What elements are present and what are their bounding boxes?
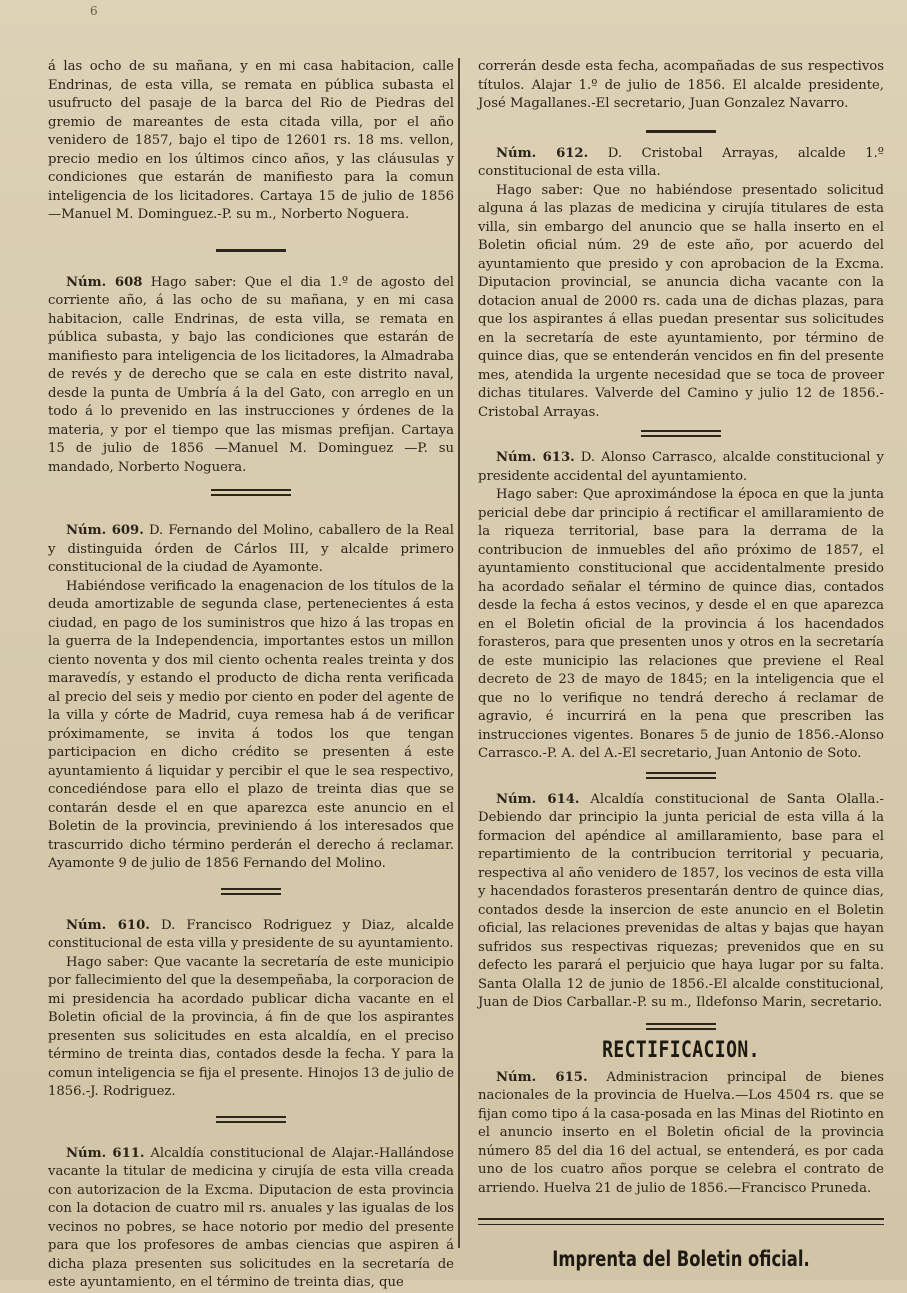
notice-610 [48, 917, 454, 1102]
separator-double-rule [478, 430, 884, 437]
notice-614 [478, 791, 884, 1013]
right-column [478, 58, 884, 1271]
notice-611-continuation-text: correrán desde esta fecha, acompañadas de sus respectivos títulos. Alajar 1.º de julio de 1856. El alcalde presidente, José Magallanes.-El secretario, Juan Gonzalez Navarro. [478, 59, 884, 111]
notice-609-heading: D. Fernando del Molino, caballero de la Real y distinguida órden de Cárlos III, y alcalde primero constitucional de la ciudad de Ayamonte. [48, 523, 454, 575]
notice-612-heading: D. Cristobal Arrayas, alcalde 1.º constitucional de esta villa. [478, 145, 884, 179]
notice-609-text: Habiéndose verificado la enagenacion de los títulos de la deuda amortizable de segunda clase, pertenecientes á esta ciudad, en pago de los suministros que hizo á las tropas en la guerra de la Independencia, importantes estos un millon ciento noventa y dos mil ciento ochenta reales treinta y dos maravedís, y estando el producto de dicha renta verificada al precio del seis y medio por ciento en poder del agente de la villa y córte de Madrid, cuya remesa hab á de verificar próximamente, se invita á todos los que tengan participacion en dicho crédito se presenten á este ayuntamiento á liquidar y percibir el que le sea respectivo, concediéndose para ello el plazo de treinta dias que se contarán desde el en que aparezca este anuncio en el Boletin de la provincia, previniendo á los interesados que trascurrido dicho término perderán el derecho á reclamar. Ayamonte 9 de julio de 1856 Fernando del Molino. [48, 578, 454, 871]
notice-610-number: Núm. 610. [66, 917, 150, 933]
notice-610-heading: D. Francisco Rodriguez y Diaz, alcalde constitucional de esta villa y presidente de su ayuntamiento. [48, 917, 454, 951]
notice-continuation [48, 58, 454, 225]
footer-rule [478, 1224, 884, 1225]
notice-611 [48, 1145, 454, 1293]
printer-imprint: Imprenta del Boletin oficial. [552, 1247, 810, 1271]
notice-continuation-text: á las ocho de su mañana, y en mi casa habitacion, calle Endrinas, de esta villa, se remata en pública subasta el usufructo del pasaje de la barca del Rio de Piedras del gremio de mareantes de esta citada villa, por el año venidero de 1857, bajo el tipo de 12601 rs. 18 ms. vellon, precio medio en los últimos cinco años, y las cláusulas y condiciones que estarán de manifiesto para la comun inteligencia de los licitadores. Cartaya 15 de julio de 1856 —Manuel M. Dominguez.-P. su m., Norberto Noguera. [48, 59, 454, 222]
notice-609 [48, 522, 454, 874]
notice-608-text: Hago saber: Que el dia 1.º de agosto del corriente año, á las ocho de su mañana, y en mi casa habitacion, calle Endrinas, de esta villa, se remata en pública subasta, y bajo las condiciones que estarán de manifiesto para inteligencia de los licitadores, la Almadraba de revés y de derecho que se cala en este distrito naval, desde la punta de Umbría á la del Gato, con arreglo en un todo á lo prevenido en las instrucciones y órdenes de la materia, y por el tiempo que las mismas prefijan. Cartaya 15 de julio de 1856 —Manuel M. Dominguez —P. su mandado, Norberto Noguera. [48, 274, 454, 475]
notice-608 [48, 274, 454, 478]
separator-double-rule [48, 1116, 454, 1123]
notice-611-number: Núm. 611. [66, 1145, 145, 1161]
separator-rule [478, 130, 884, 133]
notice-608-number: Núm. 608 [66, 274, 143, 290]
notice-613 [478, 449, 884, 764]
separator-double-rule [478, 772, 884, 779]
notice-612-text: Hago saber: Que no habiéndose presentado solicitud alguna á las plazas de medicina y cirujía titulares de esta villa, sin embargo del anuncio que se halla inserto en el Boletin oficial núm. 29 de este año, por acuerdo del ayuntamiento que presido y con aprobacion de la Excma. Diputacion provincial, se anuncia dicha vacante con la dotacion anual de 2000 rs. cada una de dichas plazas, para que los aspirantes á ellas puedan presentar sus solicitudes en la secretaría de este ayuntamiento, por término de quince dias, que se entenderán vencidos en fin del presente mes, atendida la urgente necesidad que se toca de proveer dichas titulares. Valverde del Camino y julio 12 de 1856.-Cristobal Arrayas. [478, 182, 884, 420]
separator-double-rule [48, 888, 454, 895]
notice-615-number: Núm. 615. [496, 1069, 588, 1085]
notice-611-text: Alcaldía constitucional de Alajar.-Hallándose vacante la titular de medicina y cirujía de esta villa creada con autorizacion de la Excma. Diputacion de esta provincia con la dotacion de cuatro mil rs. anuales y las igualas de los vecinos no pobres, se hace notorio por medio del presente para que los profesores de ambas ciencias que aspiren á dicha plaza presenten sus solicitudes en la secretaría de este ayuntamiento, en el término de treinta dias, que [48, 1145, 454, 1290]
separator-double-rule [48, 489, 454, 496]
separator-rule [48, 249, 454, 252]
notice-615-text: Administracion principal de bienes nacionales de la provincia de Huelva.—Los 4504 rs. que se fijan como tipo á la casa-posada en las Minas del Riotinto en el anuncio inserto en el Boletin oficial de la provincia número 85 del dia 16 del actual, se entenderá, es por cada uno de los cuatro años porque se celebra el contrato de arriendo. Huelva 21 de julio de 1856.—Francisco Pruneda. [478, 1069, 884, 1196]
column-divider [458, 58, 460, 1248]
notice-615 [478, 1069, 884, 1199]
notice-612-number: Núm. 612. [496, 145, 589, 161]
section-title: RECTIFICACION. [602, 1037, 760, 1063]
notice-612 [478, 145, 884, 423]
notice-613-text: Hago saber: Que aproximándose la época en que la junta pericial debe dar principio á rectificar el amillaramiento de la riqueza territorial, base para la derrama de la contribucion de inmuebles del año próximo de 1857, el ayuntamiento constitucional que accidentalmente presido ha acordado señalar el término de quince dias, contados desde la fecha á estos vecinos, y desde el en que aparezca en el Boletin oficial de la provincia á los hacendados forasteros, para que presenten unos y otros en la secretaría de este municipio las relaciones que previene el Real decreto de 23 de mayo de 1845; en la inteligencia que el que no lo verifique no tendrá derecho á reclamar de agravio, é incurrirá en la pena que prescriben las instrucciones vigentes. Bonares 5 de junio de 1856.-Alonso Carrasco.-P. A. del A.-El secretario, Juan Antonio de Soto. [478, 487, 884, 761]
notice-614-number: Núm. 614. [496, 791, 580, 807]
notice-609-number: Núm. 609. [66, 523, 144, 538]
notice-611-continuation [478, 58, 884, 114]
footer-rule [478, 1218, 884, 1220]
separator-double-rule [478, 1023, 884, 1030]
left-column [48, 58, 454, 1293]
notice-610-text: Hago saber: Que vacante la secretaría de este municipio por fallecimiento del que la desempeñaba, la corporacion de mi presidencia ha acordado publicar dicha vacante en el Boletin oficial de la provincia, á fin de que los aspirantes presenten sus solicitudes en esta alcaldía, en el preciso término de treinta dias, contados desde la fecha. Y para la comun inteligencia se fija el presente. Hinojos 13 de julio de 1856.-J. Rodriguez. [48, 954, 454, 1099]
notice-613-heading: D. Alonso Carrasco, alcalde constitucional y presidente accidental del ayuntamiento. [478, 450, 884, 484]
notice-613-number: Núm. 613. [496, 450, 575, 465]
notice-614-text: Alcaldía constitucional de Santa Olalla.-Debiendo dar principio la junta pericial de esta villa á la formacion del apéndice al amillaramiento, base para el repartimiento de la contribucion territorial y pecuaria, respectiva al año venidero de 1857, los vecinos de esta villa y hacendados forasteros presentarán dentro de quince dias, contados desde la insercion de este anuncio en el Boletin oficial, las relaciones prevenidas de altas y bajas que hayan sufridos sus respectivas riquezas; prevenidos que en su defecto les parará el perjuicio que haya lugar por su falta. Santa Olalla 12 de junio de 1856.-El alcalde constitucional, Juan de Dios Carballar.-P. su m., Ildefonso Marin, secretario. [478, 791, 884, 1010]
page-number: 6 [90, 4, 98, 18]
